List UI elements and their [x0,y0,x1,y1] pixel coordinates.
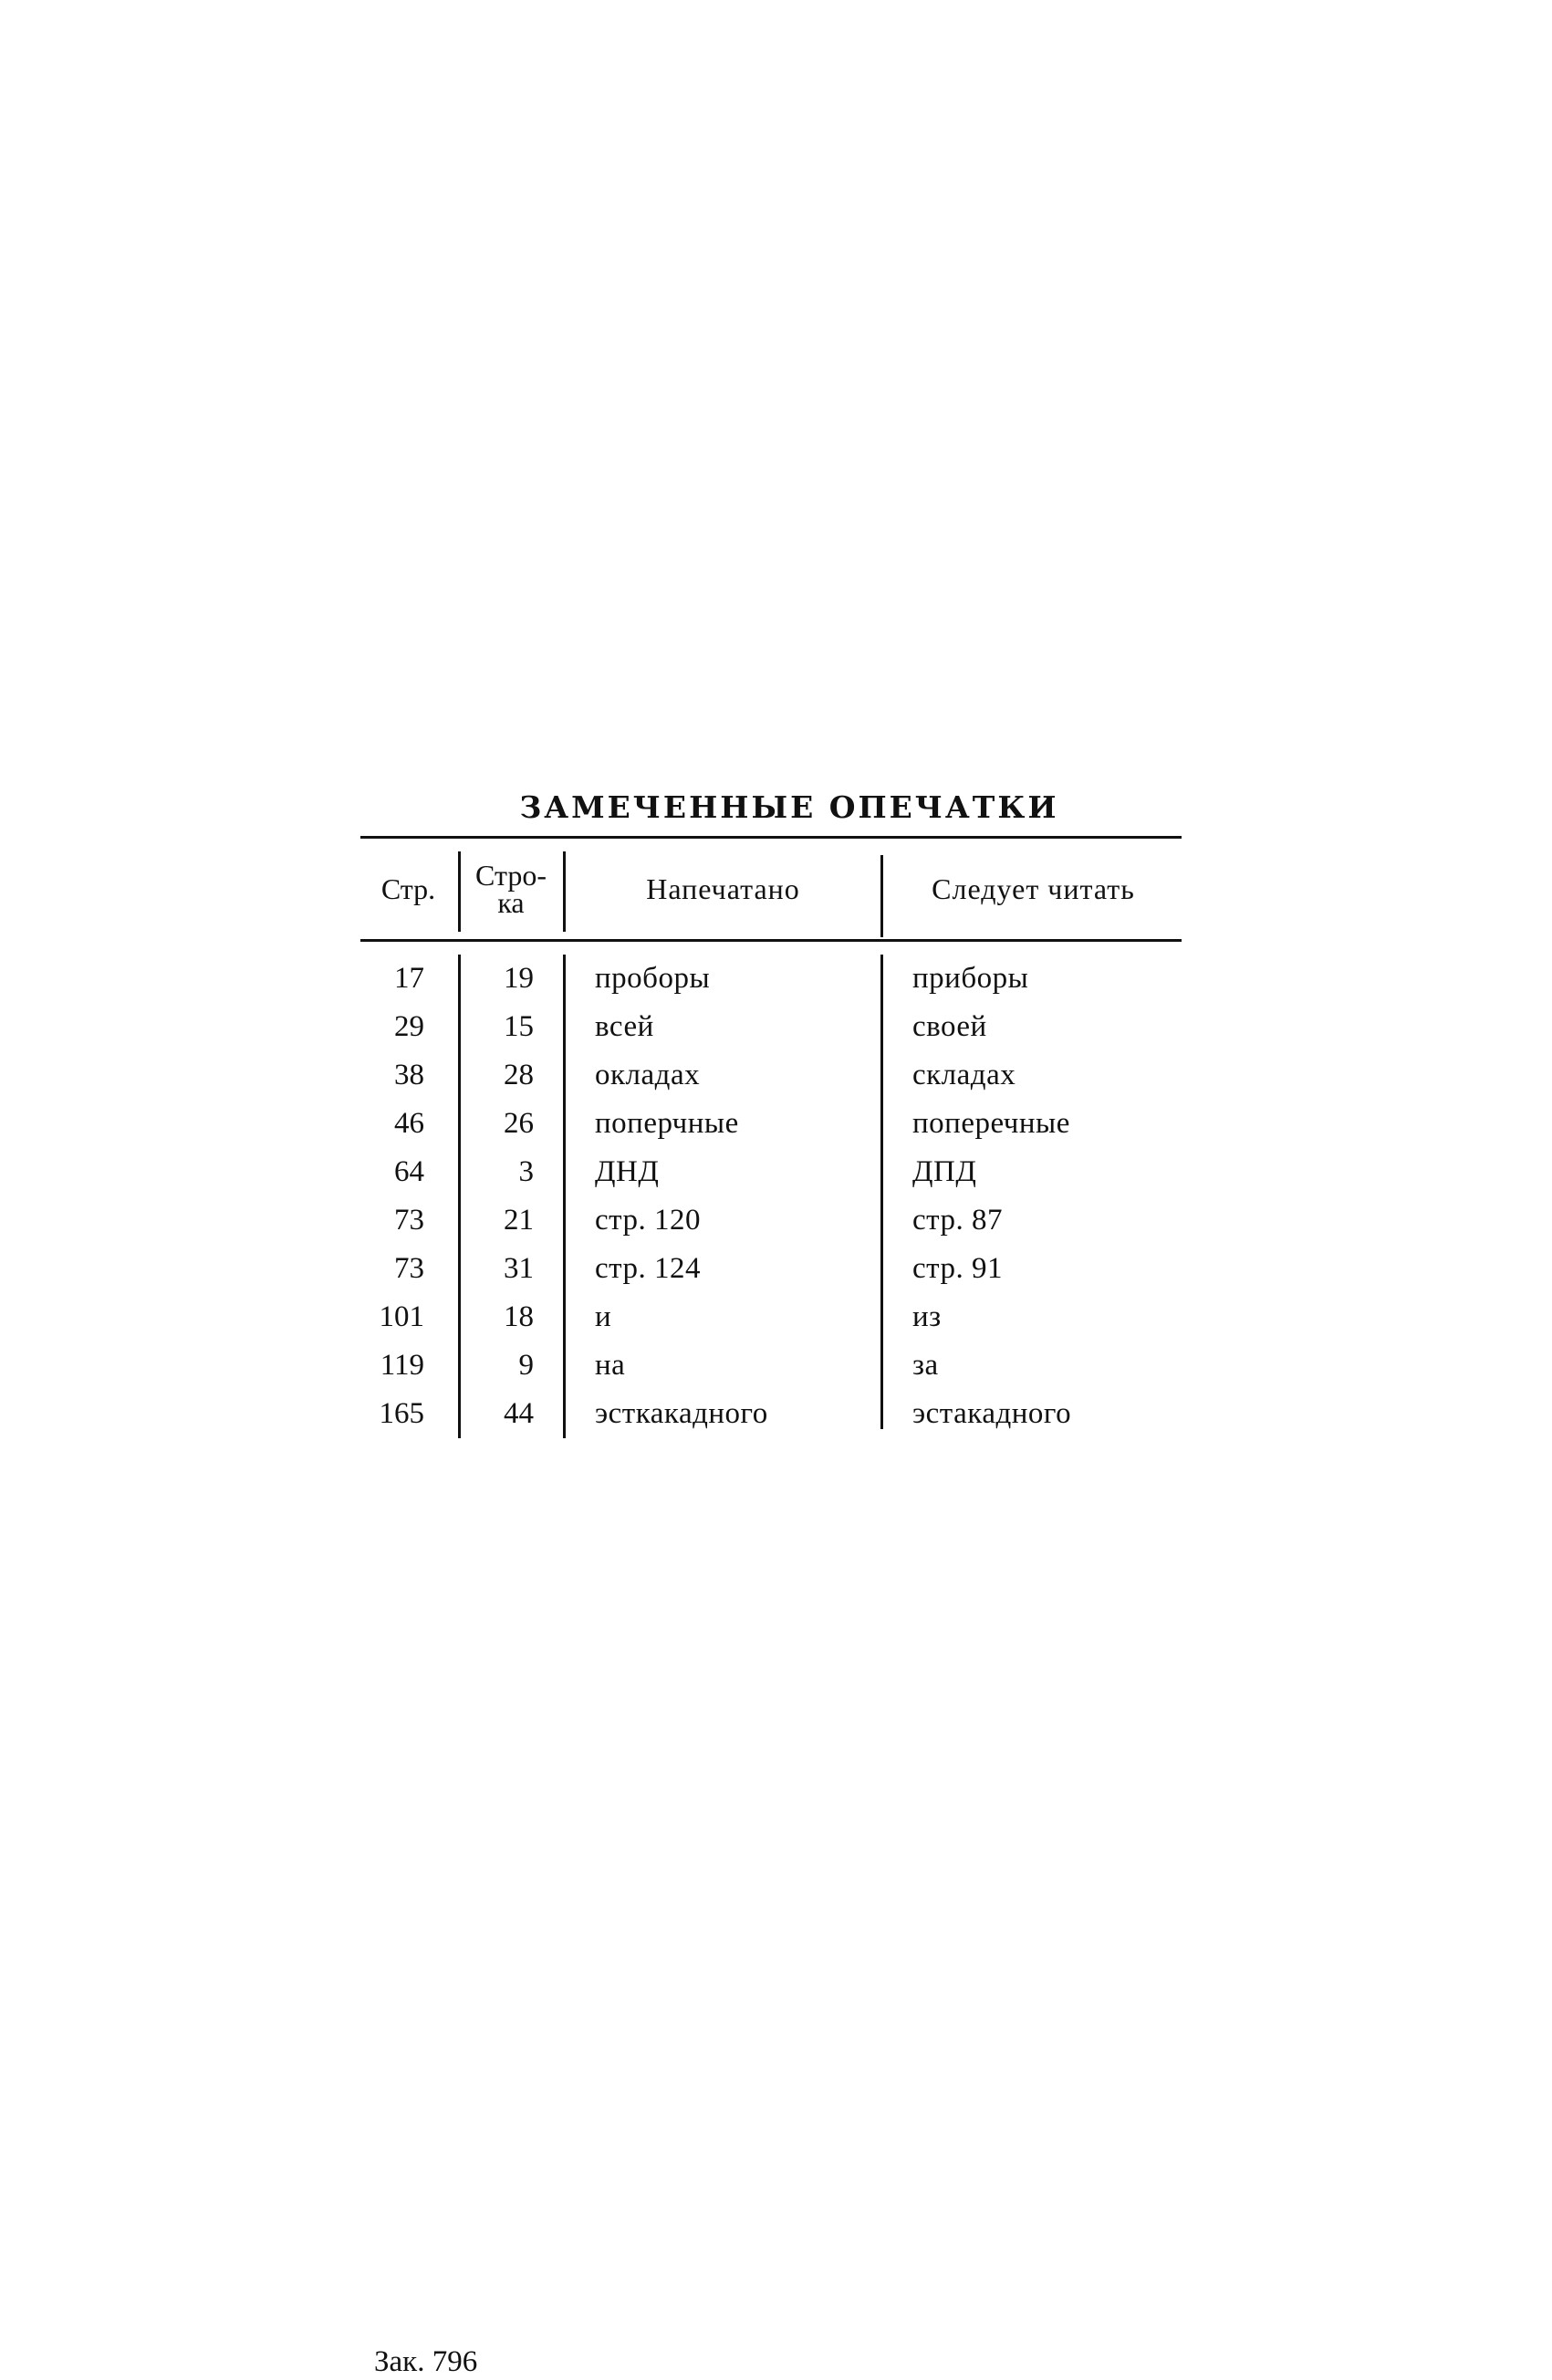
table-row [360,1245,1182,1293]
table-row [360,1100,1182,1148]
cell-printed: стр. 120 [595,1204,701,1237]
cell-line: 19 [504,962,534,995]
table-row [360,1341,1182,1390]
header-page: Стр. [380,872,436,905]
cell-page: 17 [394,962,424,995]
cell-page: 165 [379,1397,424,1430]
table-row [360,1148,1182,1196]
cell-page: 119 [380,1349,424,1382]
table-row [360,1390,1182,1438]
cell-should-read: за [912,1349,939,1382]
header-printed: Напечатано [646,872,800,905]
cell-printed: поперчные [595,1107,739,1140]
header-line-part2: ка [497,886,525,919]
header-divider-1 [458,851,461,932]
cell-should-read: стр. 87 [912,1204,1003,1237]
table-row [360,1293,1182,1341]
cell-printed: всей [595,1010,654,1043]
cell-page: 101 [379,1300,424,1333]
header-should-read: Следует читать [932,872,1135,905]
cell-page: 38 [394,1059,424,1091]
cell-page: 73 [394,1204,424,1237]
header-divider-2 [563,851,566,932]
cell-printed: окладах [595,1059,701,1091]
cell-line: 26 [504,1107,534,1140]
table-row [360,1051,1182,1100]
header-line [461,839,561,939]
cell-line: 9 [518,1349,534,1382]
cell-line: 28 [504,1059,534,1091]
cell-printed: ДНД [595,1155,660,1188]
table-header [360,839,1182,939]
cell-printed: на [595,1349,626,1382]
cell-should-read: своей [912,1010,987,1043]
cell-line: 18 [504,1300,534,1333]
table-row [360,955,1182,1003]
cell-printed: и [595,1300,612,1333]
cell-page: 73 [394,1252,424,1285]
cell-should-read: из [912,1300,942,1333]
cell-printed: эсткакадного [595,1397,768,1430]
header-rule [360,939,1182,942]
cell-line: 44 [504,1397,534,1430]
cell-should-read: приборы [912,962,1029,995]
table-row [360,1003,1182,1051]
cell-line: 21 [504,1204,534,1237]
cell-page: 29 [394,1010,424,1043]
cell-printed: проборы [595,962,711,995]
table-body [360,955,1182,1438]
cell-should-read: складах [912,1059,1016,1091]
cell-line: 15 [504,1010,534,1043]
cell-page: 64 [394,1155,424,1188]
cell-line: 31 [504,1252,534,1285]
cell-page: 46 [394,1107,424,1140]
cell-should-read: эстакадного [912,1397,1072,1430]
errata-title: ЗАМЕЧЕННЫЕ ОПЕЧАТКИ [519,789,1059,825]
table-row [360,1196,1182,1245]
cell-should-read: стр. 91 [912,1252,1003,1285]
order-number: Зак. 796 [374,2345,478,2378]
header-divider-3 [880,855,883,937]
header-line-part1: Стро- [475,859,547,892]
errata-table [360,785,1182,2378]
cell-line: 3 [518,1155,534,1188]
cell-printed: стр. 124 [595,1252,701,1285]
cell-should-read: поперечные [912,1107,1070,1140]
cell-should-read: ДПД [912,1155,977,1188]
